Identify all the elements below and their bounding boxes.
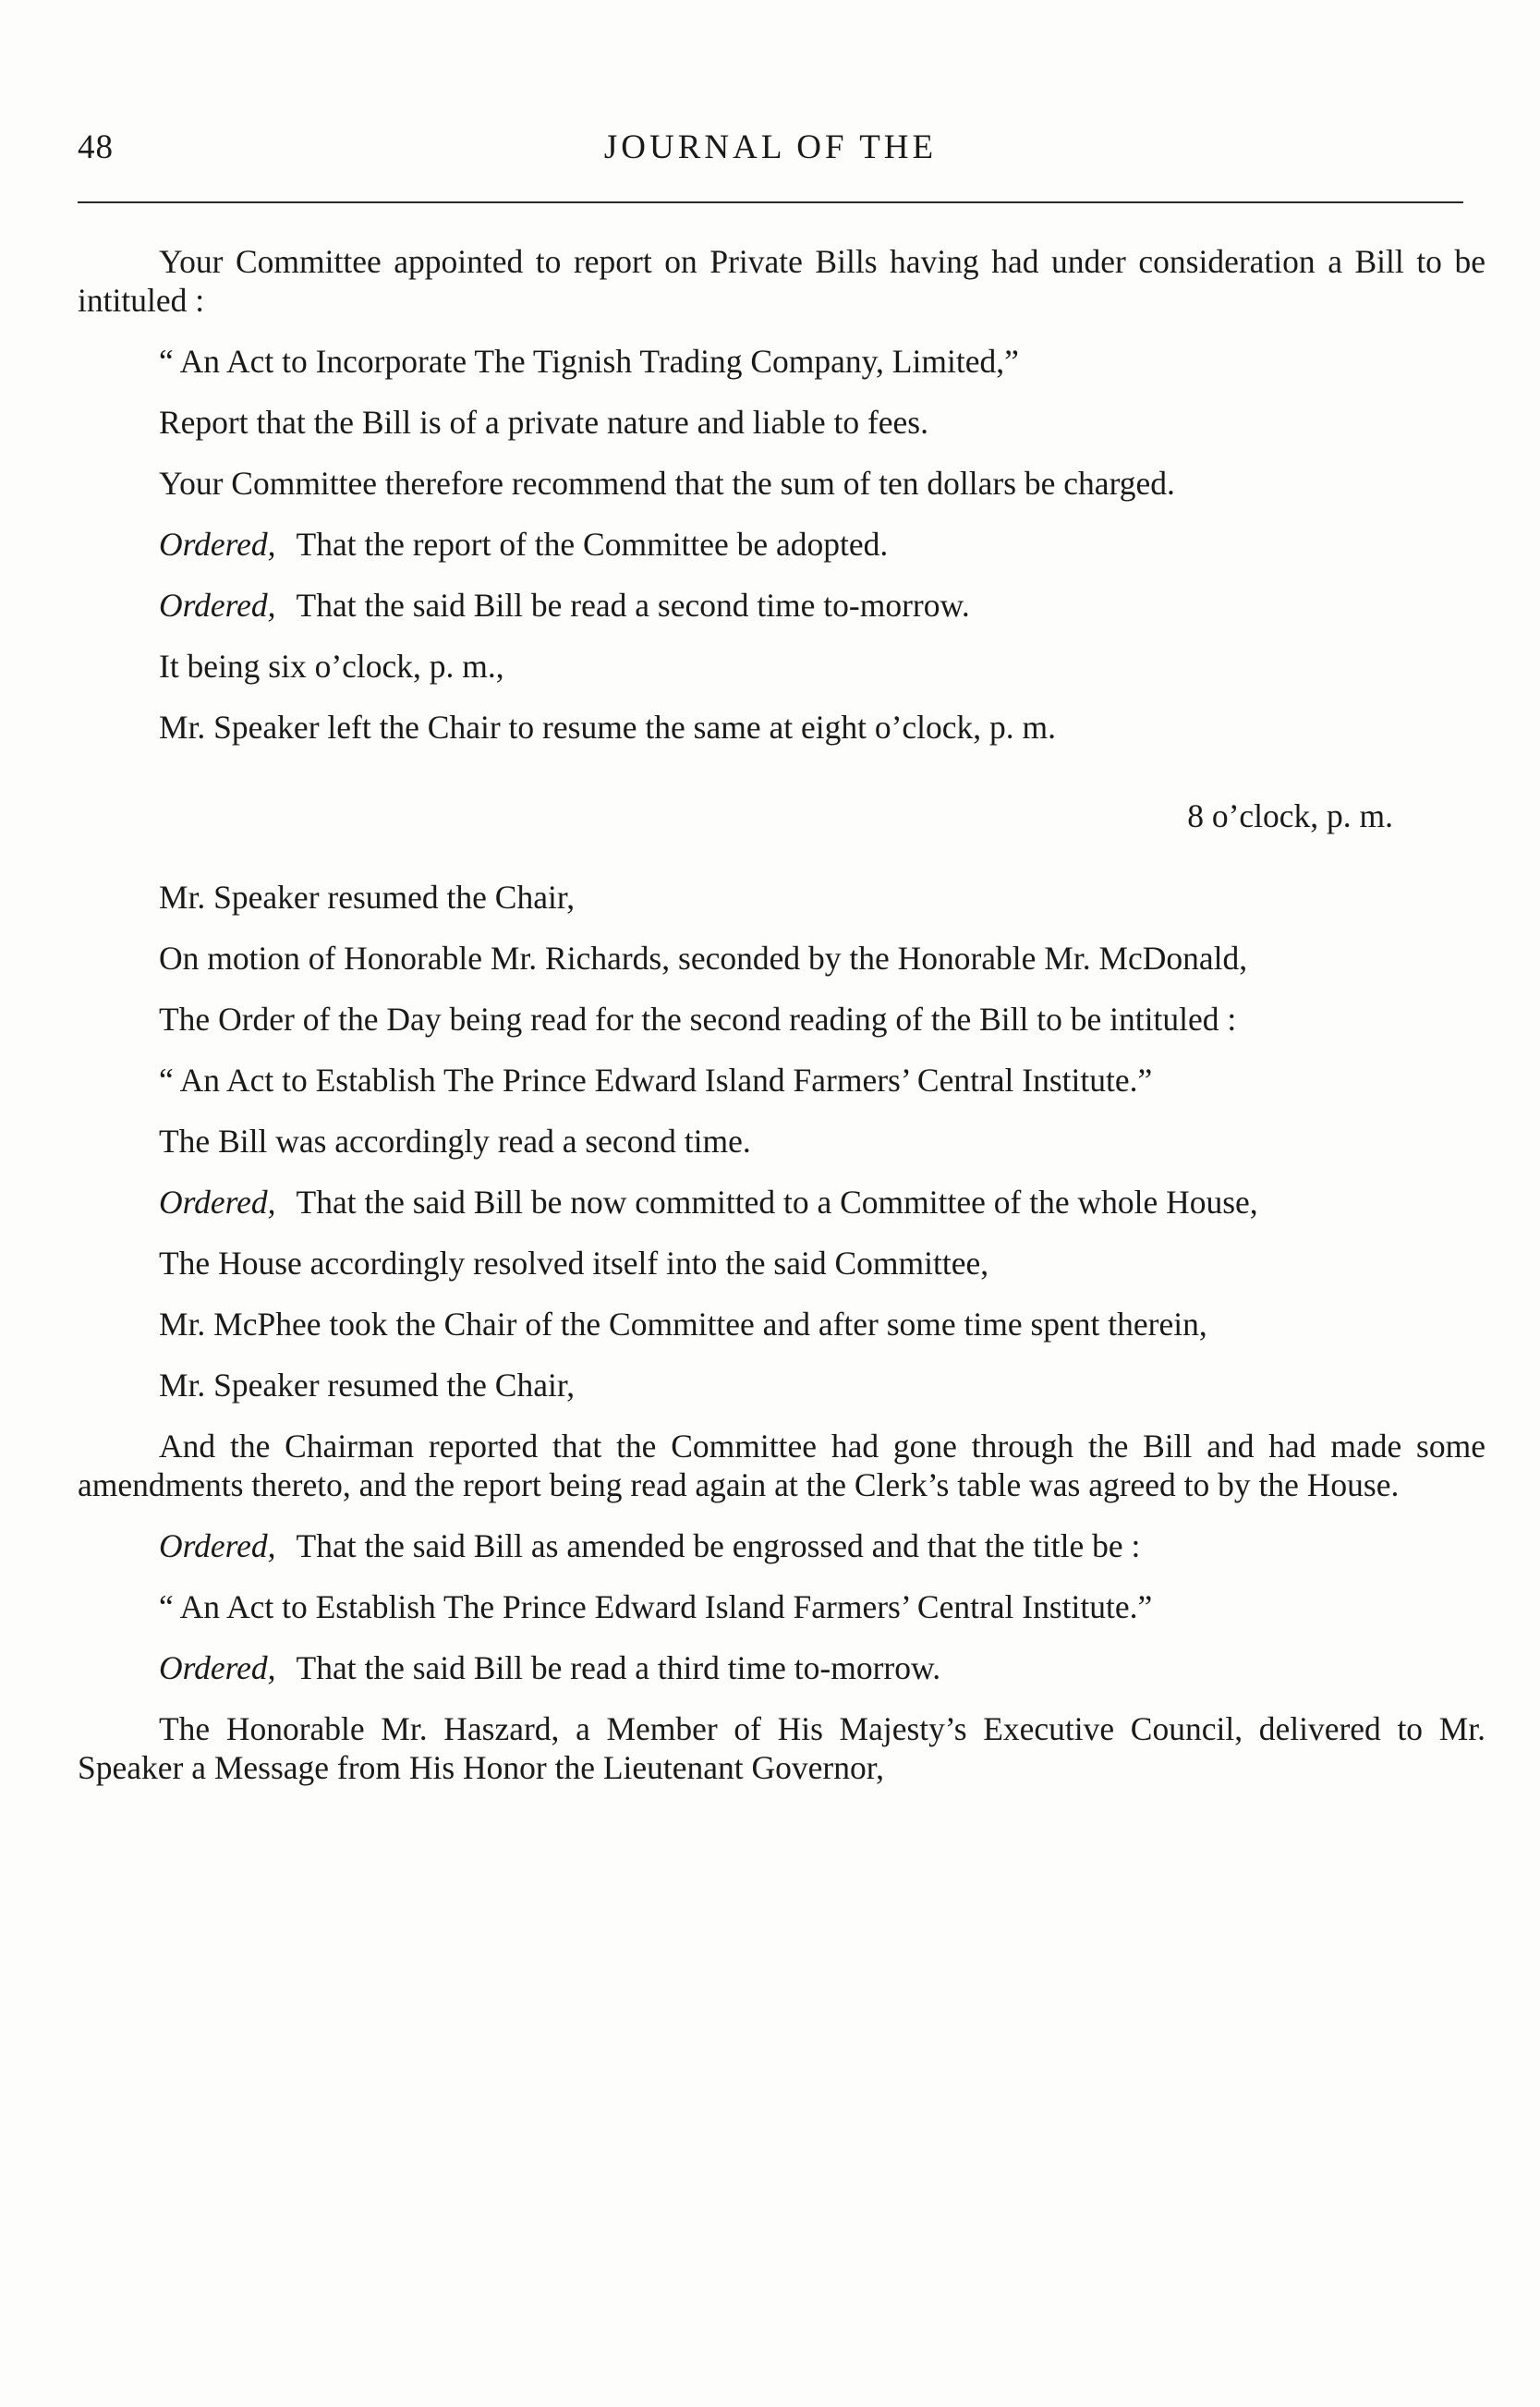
ordered-label: Ordered, <box>159 587 276 624</box>
paragraph: Report that the Bill is of a private nature and liable to fees. <box>159 404 929 441</box>
bill-title-quote: “ An Act to Establish The Prince Edward Island Farmers’ Central Institute.” <box>159 1588 1153 1625</box>
ordered-label: Ordered, <box>159 526 276 563</box>
paragraph: It being six o’clock, p. m., <box>159 648 504 685</box>
ordered-text: That the said Bill as amended be engrossed and that the title be : <box>296 1527 1141 1564</box>
ordered-paragraph <box>78 1648 1485 1687</box>
journal-body <box>78 242 1485 1809</box>
ordered-text: That the said Bill be now committed to a Committee of the whole House, <box>296 1184 1258 1221</box>
page-number: 48 <box>78 128 114 166</box>
running-head: JOURNAL OF THE <box>603 128 938 166</box>
paragraph: Your Committee therefore recommend that the sum of ten dollars be charged. <box>159 465 1175 502</box>
page-header <box>78 128 1463 174</box>
ordered-text: That the said Bill be read a second time to-morrow. <box>296 587 970 624</box>
paragraph: The Honorable Mr. Haszard, a Member of His Majesty’s Executive Council, delivered to Mr. Speaker a Message from His Honor the Lieutenant Governor, <box>78 1710 1485 1786</box>
ordered-paragraph <box>78 586 1485 625</box>
paragraph: Mr. Speaker resumed the Chair, <box>159 879 576 916</box>
paragraph: On motion of Honorable Mr. Richards, seconded by the Honorable Mr. McDonald, <box>159 940 1248 977</box>
paragraph: Mr. McPhee took the Chair of the Committee and after some time spent therein, <box>159 1306 1207 1343</box>
paragraph: Mr. Speaker left the Chair to resume the same at eight o’clock, p. m. <box>159 709 1057 746</box>
ordered-paragraph <box>78 1526 1485 1565</box>
time-marker: 8 o’clock, p. m. <box>1187 797 1393 834</box>
paragraph: The House accordingly resolved itself into the said Committee, <box>159 1245 989 1282</box>
ordered-paragraph <box>78 525 1485 564</box>
paragraph: And the Chairman reported that the Committee had gone through the Bill and had made some amendments thereto, and the report being read again at the Clerk’s table was agreed to by the House. <box>78 1428 1485 1503</box>
ordered-label: Ordered, <box>159 1184 276 1221</box>
paragraph: Your Committee appointed to report on Private Bills having had under consideration a Bill to be intituled : <box>78 243 1485 319</box>
ordered-label: Ordered, <box>159 1527 276 1564</box>
ordered-text: That the report of the Committee be adopted. <box>296 526 889 563</box>
bill-title-quote: “ An Act to Establish The Prince Edward Island Farmers’ Central Institute.” <box>159 1062 1153 1099</box>
ordered-text: That the said Bill be read a third time to-morrow. <box>296 1649 941 1686</box>
header-rule <box>78 201 1463 203</box>
paragraph: The Bill was accordingly read a second time. <box>159 1123 751 1160</box>
paragraph: Mr. Speaker resumed the Chair, <box>159 1367 576 1404</box>
ordered-paragraph <box>78 1183 1485 1222</box>
paragraph: The Order of the Day being read for the second reading of the Bill to be intituled : <box>159 1001 1237 1038</box>
bill-title-quote: “ An Act to Incorporate The Tignish Trading Company, Limited,” <box>159 343 1019 380</box>
ordered-label: Ordered, <box>159 1649 276 1686</box>
